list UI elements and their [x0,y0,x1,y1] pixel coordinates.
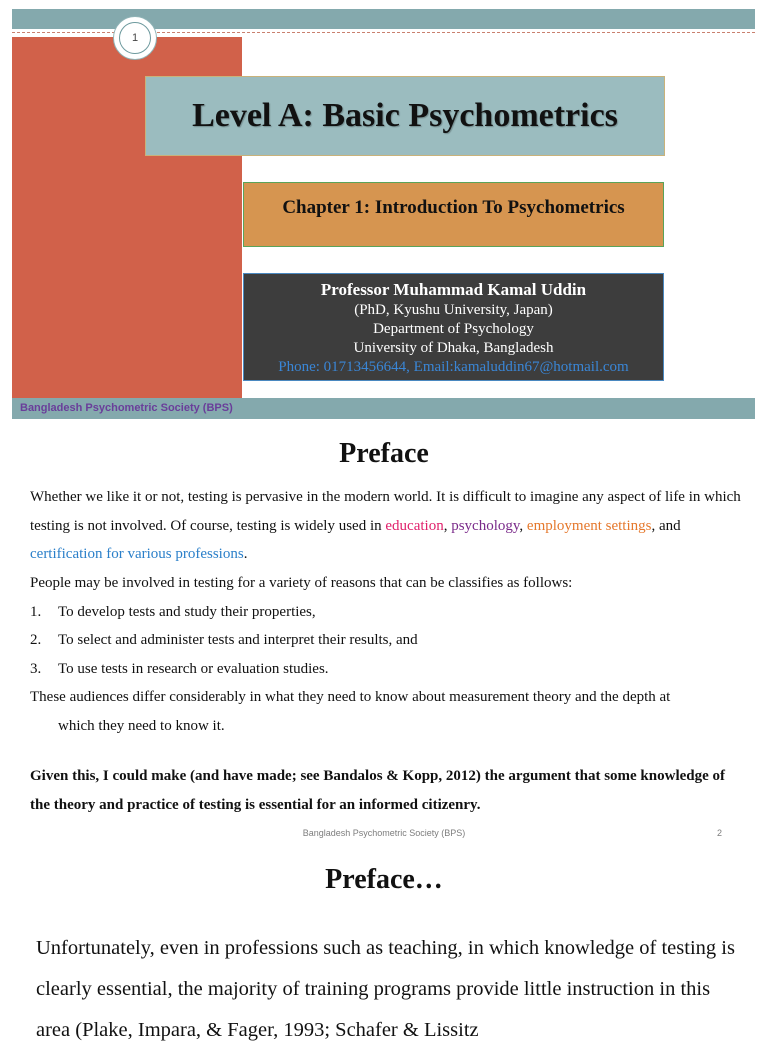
author-university: University of Dhaka, Bangladesh [353,340,554,356]
list-item [30,626,745,655]
list-text: To select and administer tests and interpret their results, and [58,632,418,648]
preface-continued-body: Unfortunately, even in professions such as teaching, in which knowledge of testing is clearly essential, the majority of training programs provide little instruction in this area (Plake, Impara, & Fager, 1993; Schafer & Lissitz [36,937,735,1041]
highlight-certification: certification for various professions [30,546,244,562]
list-text: To develop tests and study their properties, [58,603,316,620]
list-number: 2. [30,632,42,648]
slide-number: 1 [119,22,151,54]
paragraph-end: . [243,546,248,562]
list-item [30,655,745,684]
author-box [243,273,664,381]
separator: , [519,517,527,534]
preface-title: Preface [339,438,429,469]
preface-paragraph-1 [30,483,745,569]
citizenry-paragraph: Given this, I could make (and have made; see Bandalos & Kopp, 2012) the argument that some knowledge of the theory and practice of testing is essential for an informed citizenry. [30,768,726,813]
page-footer: Bangladesh Psychometric Society (BPS) [302,828,466,838]
title-box [145,76,665,156]
page-number: 2 [717,828,723,838]
title-slide [12,9,755,419]
author-contact: Phone: 01713456644, Email:kamaluddin67@hotmail.com [278,359,629,375]
highlight-psychology: psychology [451,517,520,534]
list-item [30,598,745,627]
author-department: Department of Psychology [373,321,534,337]
society-footer: Bangladesh Psychometric Society (BPS) [20,402,233,414]
list-text: To use tests in research or evaluation studies. [58,660,329,677]
paragraph-text: Whether we like it or not, testing is pervasive in the modern world. It is difficult to imagine any aspect of life in which testing is not involved. Of course, testing is widely used in [30,489,741,534]
highlight-employment: employment settings [526,517,652,534]
chapter-box [243,182,664,247]
list-number: 1. [30,603,42,620]
slide-title: Level A: Basic Psychometrics [192,97,618,134]
author-name: Professor Muhammad Kamal Uddin [320,280,587,299]
chapter-title: Chapter 1: Introduction To Psychometrics [282,197,625,218]
highlight-education: education [385,517,444,534]
reasons-intro: People may be involved in testing for a variety of reasons that can be classifies as follows: [30,575,573,591]
list-number: 3. [30,660,42,677]
audiences-line-2: which they need to know it. [58,717,225,734]
preface-continued-title: Preface… [325,864,443,895]
preface-paragraph-2 [30,569,745,740]
separator: , [443,517,452,534]
author-degree: (PhD, Kyushu University, Japan) [354,302,553,318]
audiences-line-1: These audiences differ considerably in what they need to know about measurement theory and the depth at [30,689,671,705]
separator: , and [651,517,681,534]
slide-number-badge [113,16,157,60]
